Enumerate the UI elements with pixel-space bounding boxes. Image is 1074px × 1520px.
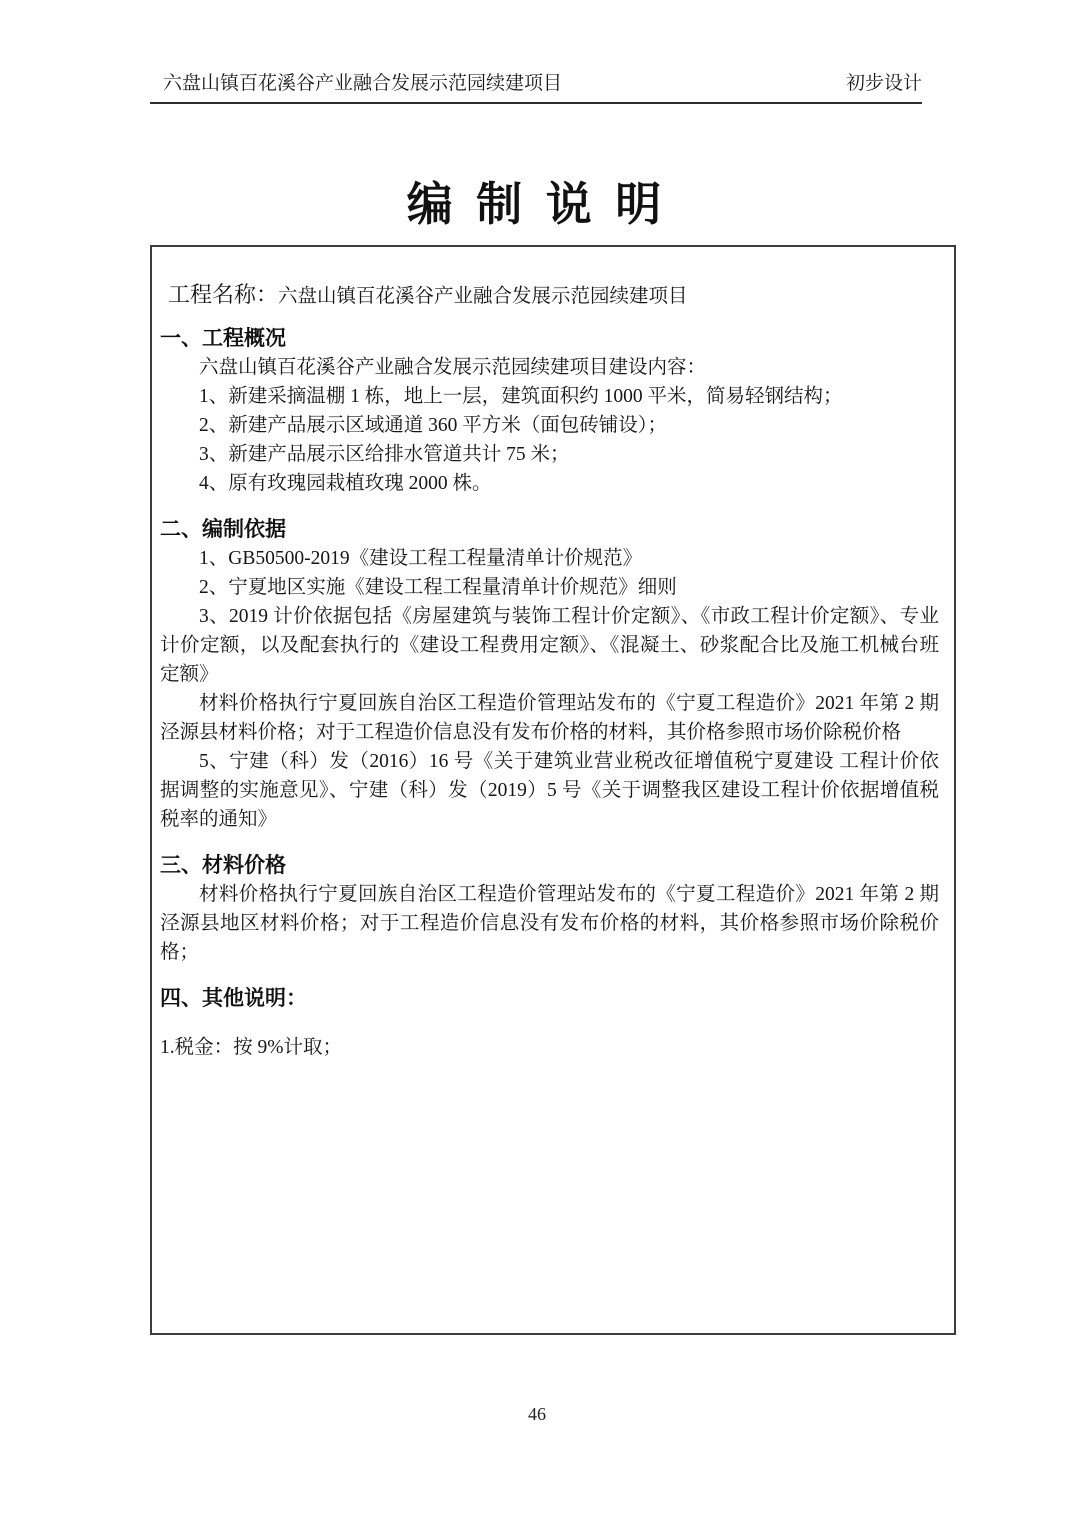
- list-item: 3、新建产品展示区给排水管道共计 75 米；: [199, 444, 570, 465]
- project-name-line: [168, 280, 939, 311]
- list-item: 1、GB50500-2019《建设工程工程量清单计价规范》: [199, 548, 643, 569]
- section-project-overview: [160, 324, 939, 498]
- section-heading-2: 二、编制依据: [160, 517, 286, 541]
- list-item: 2、宁夏地区实施《建设工程工程量清单计价规范》细则: [199, 577, 677, 598]
- header-project-title: 六盘山镇百花溪谷产业融合发展示范园续建项目: [163, 73, 563, 94]
- paragraph: 材料价格执行宁夏回族自治区工程造价管理站发布的《宁夏工程造价》2021 年第 2 期泾源县地区材料价格；对于工程造价信息没有发布价格的材料，其价格参照市场价除税价格；: [160, 884, 939, 963]
- page-header: [150, 72, 922, 104]
- section-other-notes: [160, 984, 939, 1062]
- project-name-label: 工程名称：: [168, 282, 279, 307]
- section-heading-1: 一、工程概况: [160, 326, 286, 350]
- list-item: 5、宁建（科）发（2016）16 号《关于建筑业营业税改征增值税宁夏建设 工程计价依据调整的实施意见》、宁建（科）发（2019）5 号《关于调整我区建设工程计价依据增值税税率的通知》: [160, 751, 939, 830]
- page-footer: [0, 1404, 1074, 1425]
- header-doc-type: 初步设计: [845, 73, 922, 94]
- page-number: 46: [528, 1404, 546, 1424]
- list-item: 3、2019 计价依据包括《房屋建筑与装饰工程计价定额》、《市政工程计价定额》、专业计价定额，以及配套执行的《建设工程费用定额》、《混凝土、砂浆配合比及施工机械台班定额》: [160, 606, 939, 685]
- paragraph: 六盘山镇百花溪谷产业融合发展示范园续建项目建设内容：: [199, 357, 707, 378]
- section-compilation-basis: [160, 515, 939, 834]
- section-material-prices: [160, 851, 939, 967]
- section-heading-4: 四、其他说明：: [160, 986, 307, 1010]
- paragraph: 材料价格执行宁夏回族自治区工程造价管理站发布的《宁夏工程造价》2021 年第 2 期泾源县材料价格；对于工程造价信息没有发布价格的材料，其价格参照市场价除税价格: [160, 693, 939, 743]
- content-box: [150, 245, 956, 1335]
- list-item: 2、新建产品展示区域通道 360 平方米（面包砖铺设）；: [199, 415, 668, 436]
- tax-note: 1.税金：按 9%计取；: [160, 1037, 342, 1058]
- section-heading-3: 三、材料价格: [160, 853, 286, 877]
- list-item: 4、原有玫瑰园栽植玫瑰 2000 株。: [199, 473, 492, 494]
- document-title: 编 制 说 明: [406, 179, 668, 230]
- project-name-value: 六盘山镇百花溪谷产业融合发展示范园续建项目: [278, 286, 688, 307]
- list-item: 1、新建采摘温棚 1 栋，地上一层，建筑面积约 1000 平米，简易轻钢结构；: [199, 386, 843, 407]
